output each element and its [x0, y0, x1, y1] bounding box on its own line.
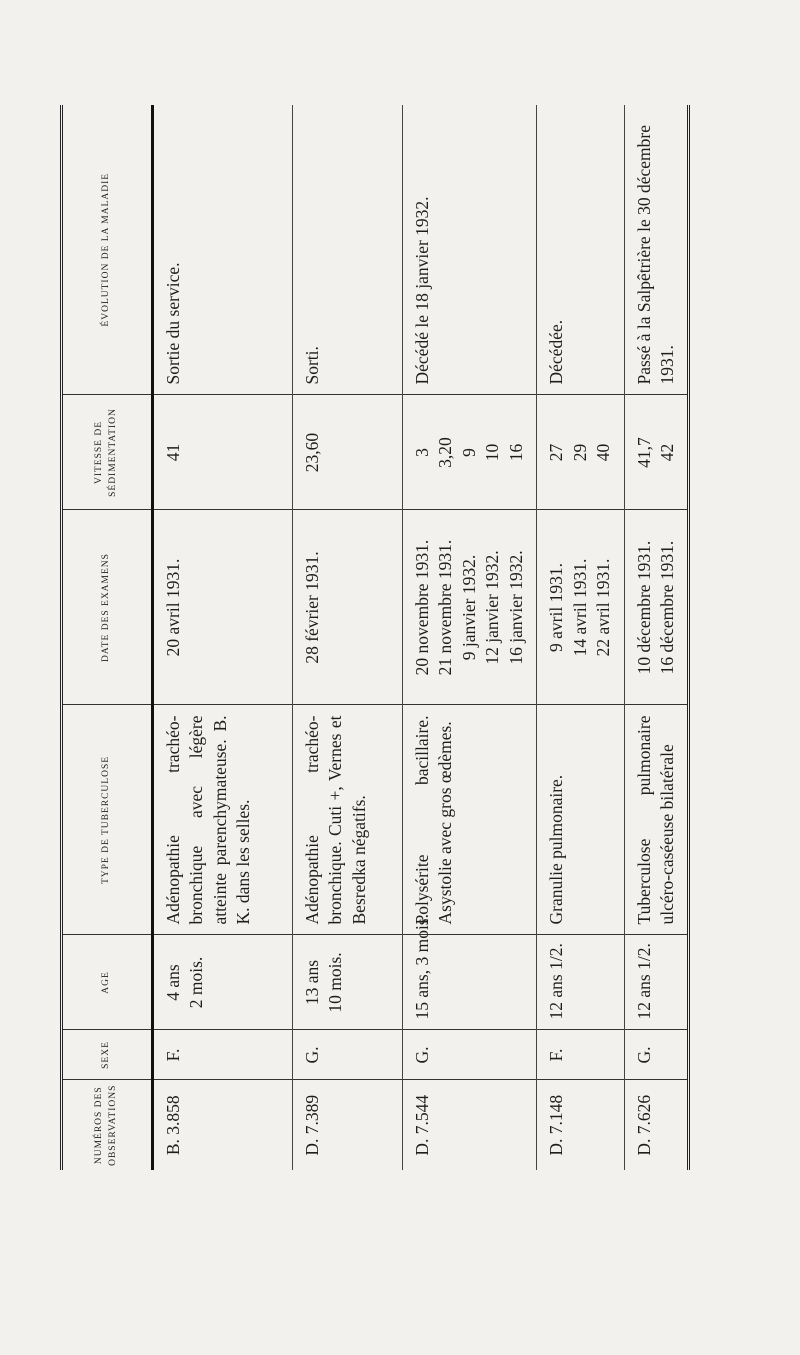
table-row: [624, 105, 689, 1170]
header-row: [62, 105, 153, 1170]
cell-speed: [153, 395, 293, 510]
type-text: Granulie pulmonaire.: [546, 774, 567, 925]
observations-table: [60, 105, 690, 1170]
header-sex: SEXE: [62, 1030, 153, 1080]
age-line: 10 mois.: [325, 952, 346, 1013]
cell-dates: [403, 510, 537, 705]
cell-type: [624, 705, 689, 935]
cell-evolution: Sorti.: [293, 105, 403, 395]
exam-date: 20 avril 1931.: [163, 558, 183, 657]
cell-type: [537, 705, 624, 935]
cell-age: [624, 935, 689, 1030]
age-line: 4 ans: [163, 964, 183, 1001]
cell-age: [153, 935, 293, 1030]
cell-sex: F.: [537, 1030, 624, 1080]
speed-value: 3: [412, 448, 432, 457]
exam-date: 10 décembre 1931.: [633, 540, 654, 675]
age-line: 2 mois.: [186, 956, 207, 1009]
exam-date: 22 avril 1931.: [593, 558, 614, 657]
speed-value: 29: [569, 443, 590, 462]
type-text: Polysérite bacillaire. Asystolie avec gros œdèmes.: [412, 715, 456, 925]
table-row: [403, 105, 537, 1170]
type-text: Adénopathie trachéo-bronchique. Cuti +, Vernes et Besredka négatifs.: [302, 715, 369, 925]
header-type: TYPE DE TUBERCULOSE: [62, 705, 153, 935]
cell-observation: D. 7.389: [293, 1080, 403, 1170]
exam-date: 20 novembre 1931.: [412, 539, 432, 676]
header-evolution: ÉVOLUTION DE LA MALADIE: [62, 105, 153, 395]
cell-speed: [537, 395, 624, 510]
cell-dates: [293, 510, 403, 705]
speed-value: 42: [656, 443, 677, 462]
table-row: [153, 105, 293, 1170]
cell-sex: G.: [403, 1030, 537, 1080]
cell-observation: B. 3.858: [153, 1080, 293, 1170]
type-text: Tuberculose pulmonaire ulcéro-caséeuse bilatérale: [633, 715, 677, 925]
cell-speed: [293, 395, 403, 510]
exam-date: 28 février 1931.: [302, 551, 322, 664]
cell-type: [403, 705, 537, 935]
exam-date: 16 janvier 1932.: [505, 550, 526, 665]
cell-speed: [403, 395, 537, 510]
cell-sex: G.: [293, 1030, 403, 1080]
cell-evolution: Décédé le 18 janvier 1932.: [403, 105, 537, 395]
cell-sex: G.: [624, 1030, 689, 1080]
cell-dates: [624, 510, 689, 705]
type-text: Adénopathie trachéo-bronchique avec légère atteinte parenchymateuse. B. K. dans les selles.: [163, 715, 254, 925]
cell-dates: [153, 510, 293, 705]
cell-observation: D. 7.544: [403, 1080, 537, 1170]
cell-evolution: Sortie du service.: [153, 105, 293, 395]
speed-value: 16: [505, 443, 526, 462]
speed-value: 41: [163, 443, 183, 462]
cell-dates: [537, 510, 624, 705]
header-dates: DATE DES EXAMENS: [62, 510, 153, 705]
age-line: 12 ans 1/2.: [546, 943, 567, 1020]
header-speed: VITESSE DE SÉDIMENTATION: [62, 395, 153, 510]
cell-evolution: Décédée.: [537, 105, 624, 395]
exam-date: 12 janvier 1932.: [482, 550, 503, 665]
table-row: [537, 105, 624, 1170]
exam-date: 9 avril 1931.: [546, 563, 567, 652]
cell-observation: D. 7.148: [537, 1080, 624, 1170]
age-line: 13 ans: [302, 959, 322, 1006]
exam-date: 16 décembre 1931.: [656, 540, 677, 675]
exam-date: 9 janvier 1932.: [458, 554, 479, 661]
speed-value: 41,7: [633, 437, 654, 468]
age-line: 12 ans 1/2.: [633, 943, 654, 1020]
cell-age: [537, 935, 624, 1030]
cell-evolution: Passé à la Salpêtrière le 30 décembre 1931.: [624, 105, 689, 395]
cell-sex: F.: [153, 1030, 293, 1080]
exam-date: 14 avril 1931.: [569, 558, 590, 657]
age-line: 15 ans, 3 mois.: [412, 914, 432, 1020]
speed-value: 10: [482, 443, 503, 462]
header-observations: NUMÉROS DES OBSERVATIONS: [62, 1080, 153, 1170]
cell-age: [293, 935, 403, 1030]
cell-type: [153, 705, 293, 935]
cell-type: [293, 705, 403, 935]
header-age: AGE: [62, 935, 153, 1030]
speed-value: 27: [546, 443, 567, 462]
speed-value: 40: [593, 443, 614, 462]
cell-speed: [624, 395, 689, 510]
speed-value: 3,20: [435, 437, 456, 468]
speed-value: 23,60: [302, 432, 322, 473]
exam-date: 21 novembre 1931.: [435, 539, 456, 676]
cell-observation: D. 7.626: [633, 1094, 654, 1156]
cell-age: [403, 914, 537, 1030]
rotated-page: [60, 105, 677, 1170]
table-row: [293, 105, 403, 1170]
speed-value: 9: [458, 448, 479, 457]
